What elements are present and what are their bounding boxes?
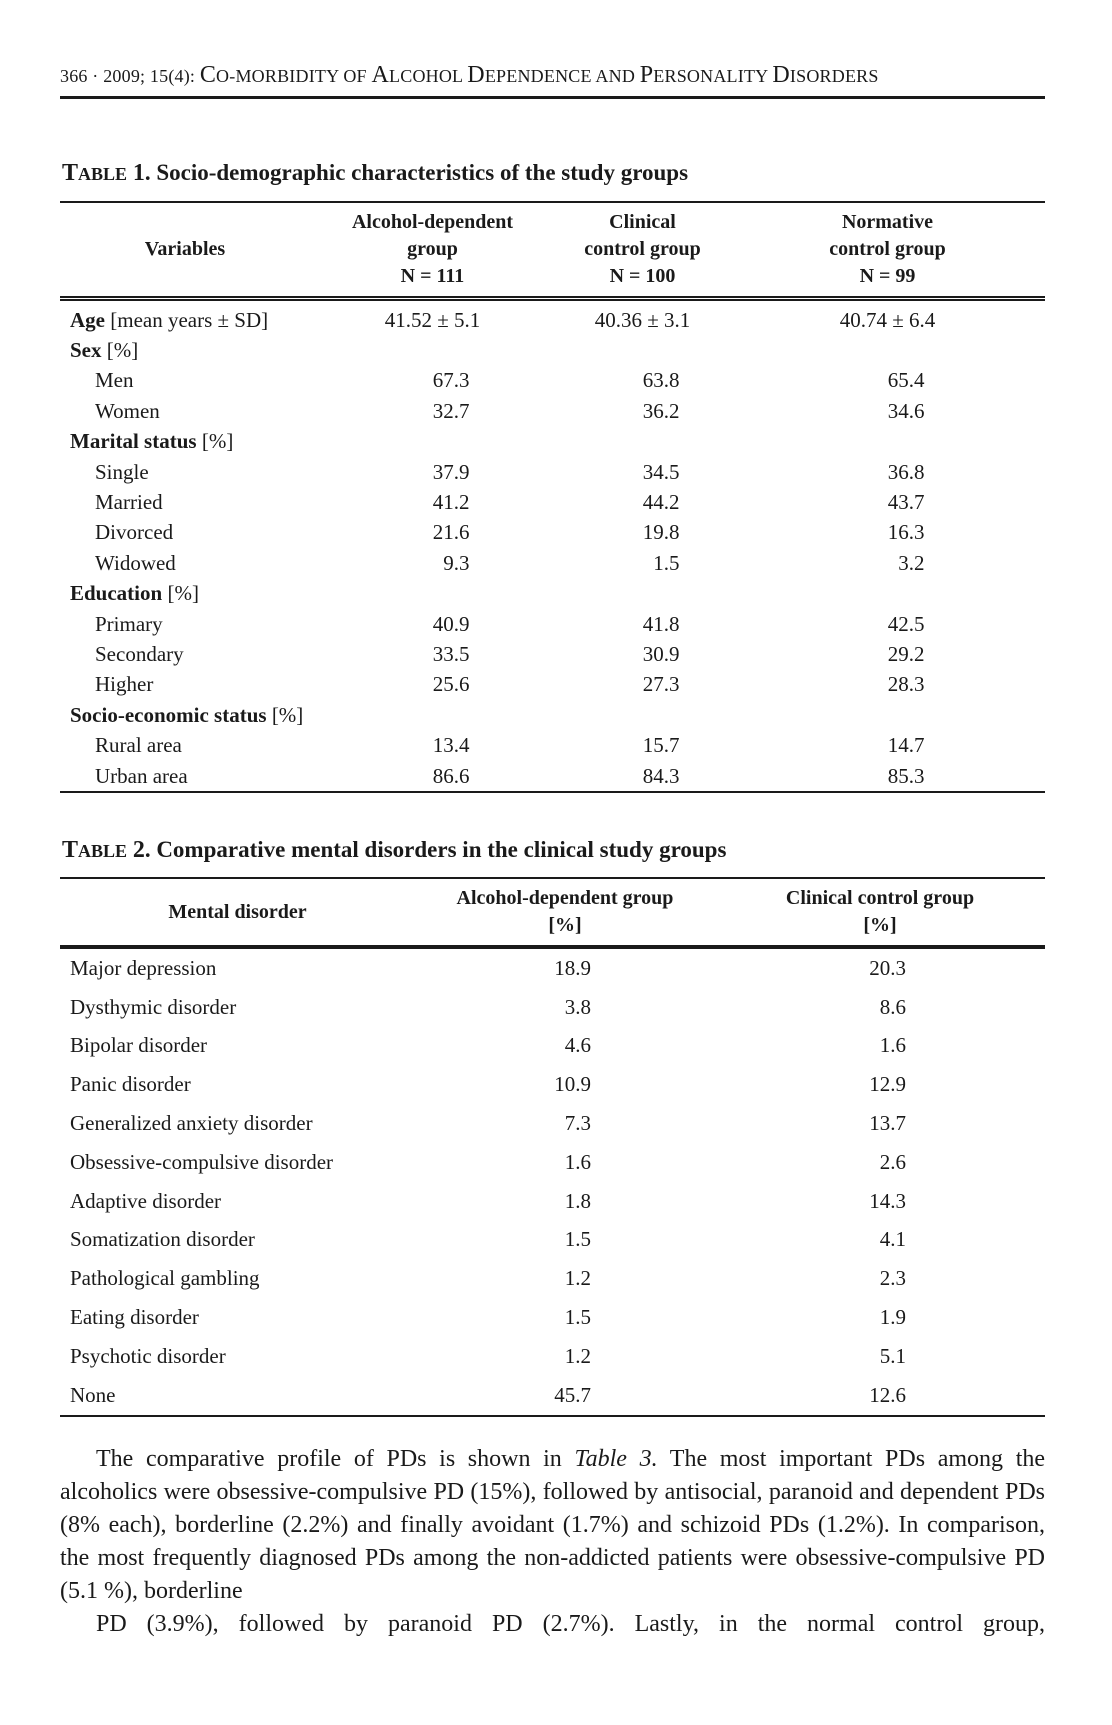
table1-cell (310, 730, 555, 760)
table1-cell (730, 609, 1045, 639)
table2-value: 4.1 (879, 1227, 906, 1252)
table1-cell (730, 761, 1045, 792)
category-unit: [%] (162, 581, 199, 606)
table1-cell (730, 427, 1045, 457)
table2-value: 7.3 (564, 1111, 591, 1136)
table2-cell (415, 1065, 715, 1104)
table1-value: 34.5 (642, 459, 680, 484)
table1-value: 21.6 (432, 520, 470, 545)
category-unit: [%] (101, 338, 139, 363)
table1-value: 42.5 (887, 611, 925, 636)
table1-row-label: Secondary (95, 641, 184, 666)
table2-cell (715, 1259, 1045, 1298)
table1-cell (555, 730, 730, 760)
table2-row-label: Somatization disorder (70, 1227, 255, 1252)
table2-cell (715, 1337, 1045, 1376)
table2-cell (415, 988, 715, 1027)
table1-row-label: Widowed (95, 550, 176, 575)
table2-label: TABLE 2. (62, 837, 151, 863)
table1-cell (555, 396, 730, 426)
table2-cell (715, 1298, 1045, 1337)
table1-value: 67.3 (432, 368, 470, 393)
table2-cell (415, 1027, 715, 1066)
category-label: Socio-economic status (70, 702, 267, 727)
table1-row-label: Rural area (95, 733, 182, 758)
table1-value: 84.3 (642, 763, 680, 788)
category-unit: [mean years ± SD] (105, 307, 269, 332)
table1-title: Socio-demographic characteristics of the study groups (156, 160, 689, 185)
table2-value: 8.6 (879, 994, 906, 1019)
table1-row (60, 730, 1045, 760)
table1-value: 40.9 (432, 611, 470, 636)
header-separator: · (87, 66, 104, 86)
table1-header-row (60, 202, 1045, 299)
table1-cell (730, 670, 1045, 700)
table2-cell (715, 1104, 1045, 1143)
table1-value: 25.6 (432, 672, 470, 697)
table1-row (60, 639, 1045, 669)
table1-col-header-1 (310, 202, 555, 299)
page-number: 366 (60, 66, 88, 86)
table1-cell (555, 427, 730, 457)
table1-row (60, 427, 1045, 457)
table1-value: 34.6 (887, 398, 925, 423)
table2-value: 12.9 (869, 1072, 906, 1097)
table1-cell (310, 427, 555, 457)
table2-value: 1.8 (564, 1188, 591, 1213)
table2-value: 5.1 (879, 1343, 906, 1368)
table2-col-header-2 (715, 878, 1045, 947)
table1-value: 40.36 ± 3.1 (594, 307, 691, 332)
table1-value: 29.2 (887, 641, 925, 666)
table2-cell (715, 1143, 1045, 1182)
table2-col-header-line: Alcohol-dependent group (456, 887, 674, 909)
table2-col-header-line: Mental disorder (168, 900, 307, 923)
table1-cell (555, 670, 730, 700)
table1-row-label (60, 700, 310, 730)
table1-cell (310, 639, 555, 669)
table2-cell (415, 1221, 715, 1260)
table1-row-label (60, 335, 310, 365)
table2-value: 1.6 (879, 1033, 906, 1058)
table2-cell (415, 1337, 715, 1376)
table1-value: 3.2 (898, 550, 925, 575)
table1-col-header-line: N = 111 (400, 265, 465, 287)
table2-cell (715, 1182, 1045, 1221)
table1-value: 41.52 ± 5.1 (384, 307, 481, 332)
table2-row-label: Panic disorder (70, 1072, 191, 1097)
table1-cell (730, 639, 1045, 669)
table2-col-header-0 (60, 878, 415, 947)
table1-col-header-line: Normative (841, 211, 934, 233)
table1-cell (555, 457, 730, 487)
table2-row-label: Bipolar disorder (70, 1033, 208, 1058)
table1-col-header-line: Clinical (609, 211, 676, 233)
table1-cell (555, 366, 730, 396)
table1-cell (310, 700, 555, 730)
journal-citation: 2009; 15(4): (103, 66, 200, 86)
table2-row (60, 1259, 1045, 1298)
table2-row-label: Eating disorder (70, 1305, 199, 1330)
table1-cell (310, 761, 555, 792)
table1-value: 9.3 (443, 550, 470, 575)
table1-cell (310, 299, 555, 336)
table2-value: 3.8 (564, 994, 591, 1019)
table2-value: 13.7 (869, 1111, 906, 1136)
category-label: Age (70, 307, 105, 332)
table1-col-header-3 (730, 202, 1045, 299)
table1-value: 41.2 (432, 490, 470, 515)
table2-row (60, 947, 1045, 988)
category-label: Marital status (70, 429, 197, 454)
table2-value: 1.2 (564, 1266, 591, 1291)
table1-cell (310, 457, 555, 487)
table1-cell (310, 609, 555, 639)
table1-value: 30.9 (642, 641, 680, 666)
category-unit: [%] (266, 702, 304, 727)
table1-value: 85.3 (887, 763, 925, 788)
table1-col-header-line: N = 99 (859, 265, 916, 287)
table1-cell (730, 700, 1045, 730)
table1-row (60, 579, 1045, 609)
table2-row (60, 1104, 1045, 1143)
table2-row (60, 1182, 1045, 1221)
table1-row (60, 366, 1045, 396)
table2-row-label: Major depression (70, 955, 217, 980)
table1-row-label: Single (95, 459, 149, 484)
table1-row-label (60, 427, 310, 457)
table2-value: 4.6 (564, 1033, 591, 1058)
table1-col-header-0 (60, 202, 310, 299)
table2-col-header-line: [%] (863, 914, 897, 936)
table3-reference: Table 3. (574, 1446, 658, 1472)
table1-cell (730, 730, 1045, 760)
table1-row (60, 761, 1045, 792)
table1-col-header-line: control group (584, 238, 701, 260)
table1-col-header-line: control group (829, 238, 946, 260)
table2-cell (715, 1221, 1045, 1260)
table1-row-label: Women (95, 398, 160, 423)
table1-cell (730, 579, 1045, 609)
table1-cell (730, 548, 1045, 578)
table1-value: 32.7 (432, 398, 470, 423)
table1-value: 36.8 (887, 459, 925, 484)
table2-cell (715, 988, 1045, 1027)
table2-row (60, 1337, 1045, 1376)
table1-cell (730, 366, 1045, 396)
table2-row (60, 1298, 1045, 1337)
table1-cell (310, 548, 555, 578)
table1-cell (555, 761, 730, 792)
table1-cell (310, 366, 555, 396)
table1-value: 41.8 (642, 611, 680, 636)
table2-caption (62, 837, 1047, 864)
table1-value: 40.74 ± 6.4 (839, 307, 936, 332)
category-unit: [%] (196, 429, 234, 454)
table2-cell (415, 1104, 715, 1143)
table1-row-label: Divorced (95, 520, 174, 545)
table2-value: 1.2 (564, 1343, 591, 1368)
table1-cell (310, 487, 555, 517)
table1-cell (555, 700, 730, 730)
table1-row-label (60, 299, 310, 336)
table1-row-label: Higher (95, 672, 154, 697)
table1-row (60, 335, 1045, 365)
table2-cell (715, 1376, 1045, 1416)
table1-cell (555, 299, 730, 336)
table1-row (60, 609, 1045, 639)
table2-col-header-line: Clinical control group (785, 887, 975, 909)
table1-row (60, 518, 1045, 548)
table1-cell (555, 548, 730, 578)
table2-value: 10.9 (554, 1072, 591, 1097)
header-rule (60, 96, 1045, 99)
table1-cell (310, 335, 555, 365)
table2-value: 45.7 (554, 1382, 591, 1407)
table2-cell (415, 947, 715, 988)
table2-value: 2.3 (879, 1266, 906, 1291)
table2-title: Comparative mental disorders in the clinical study groups (156, 837, 727, 862)
table1-col-header-2 (555, 202, 730, 299)
table1-row-label: Married (95, 490, 163, 515)
table1-row (60, 548, 1045, 578)
table1-value: 33.5 (432, 641, 470, 666)
table2-cell (415, 1143, 715, 1182)
table1-cell (310, 670, 555, 700)
table2-row-label: Dysthymic disorder (70, 994, 237, 1019)
table1-cell (730, 457, 1045, 487)
body-paragraph (60, 1443, 1045, 1641)
table2-row (60, 1065, 1045, 1104)
table2-row-label: Psychotic disorder (70, 1343, 226, 1368)
table2-col-header-1 (415, 878, 715, 947)
table2-value: 14.3 (869, 1188, 906, 1213)
table1-row (60, 457, 1045, 487)
table1-cell (555, 639, 730, 669)
table1-cell (730, 487, 1045, 517)
table2-row (60, 1221, 1045, 1260)
table1-caption (62, 160, 1047, 187)
table1-cell (310, 396, 555, 426)
table2-cell (715, 1027, 1045, 1066)
table1-row-label: Urban area (95, 763, 188, 788)
body-text-start: The comparative profile of PDs is shown in (96, 1446, 575, 1472)
table1-cell (310, 518, 555, 548)
table2-row-label: None (70, 1382, 116, 1407)
table2-row-label: Generalized anxiety disorder (70, 1111, 313, 1136)
table2-row (60, 1376, 1045, 1416)
table1-value: 37.9 (432, 459, 470, 484)
table1-row (60, 299, 1045, 336)
table2-value: 20.3 (869, 955, 906, 980)
table1-row (60, 700, 1045, 730)
table1-value: 1.5 (653, 550, 680, 575)
table2-row (60, 1027, 1045, 1066)
table2-cell (415, 1259, 715, 1298)
article-title: CO-MORBIDITY OF ALCOHOL DEPENDENCE AND PERSONALITY DISORDERS (199, 62, 879, 88)
table1-cell (730, 299, 1045, 336)
table1-col-header-line: Variables (144, 238, 226, 260)
table2-row-label: Obsessive-compulsive disorder (70, 1149, 334, 1174)
table1-col-header-line: group (407, 238, 458, 260)
table1-cell (555, 518, 730, 548)
table1-cell (730, 518, 1045, 548)
table2-value: 18.9 (554, 955, 591, 980)
body-text-last-line: PD (3.9%), followed by paranoid PD (2.7%). Lastly, in the normal control group, (96, 1611, 1045, 1637)
table1-cell (310, 579, 555, 609)
table1-col-header-line: Alcohol-dependent (351, 211, 514, 233)
table2-cell (415, 1298, 715, 1337)
table1-value: 43.7 (887, 490, 925, 515)
body-text-main: The most important PDs among the alcoholics were obsessive-compulsive PD (15%), followed by antisocial, paranoid and dependent PDs (8% each), borderline (2.2%) and finally avoidant (1.7%) and schizoid PDs (1.2%). In comparison, the most frequently diagnosed PDs among the non-addicted patients were obsessive-compulsive PD (5.1 %), borderline (60, 1446, 1046, 1604)
table1 (60, 201, 1045, 793)
table1-row (60, 396, 1045, 426)
table1-col-header-line: N = 100 (609, 265, 676, 287)
table1-value: 65.4 (887, 368, 925, 393)
running-header (60, 62, 1045, 89)
table1-value: 63.8 (642, 368, 680, 393)
table1-value: 14.7 (887, 733, 925, 758)
table2-cell (715, 947, 1045, 988)
table1-value: 28.3 (887, 672, 925, 697)
category-label: Sex (70, 338, 102, 363)
table2-value: 12.6 (869, 1382, 906, 1407)
table1-row-label: Men (95, 368, 134, 393)
table1-cell (555, 609, 730, 639)
table2 (60, 877, 1045, 1417)
table1-row (60, 487, 1045, 517)
table2-header-row (60, 878, 1045, 947)
table1-row (60, 670, 1045, 700)
table1-row-label (60, 579, 310, 609)
table1-cell (555, 487, 730, 517)
table1-value: 44.2 (642, 490, 680, 515)
table2-cell (415, 1376, 715, 1416)
table2-value: 1.6 (564, 1149, 591, 1174)
category-label: Education (70, 581, 163, 606)
table1-value: 15.7 (642, 733, 680, 758)
table1-value: 16.3 (887, 520, 925, 545)
table1-cell (555, 579, 730, 609)
table1-cell (555, 335, 730, 365)
table2-value: 2.6 (879, 1149, 906, 1174)
table2-row-label: Adaptive disorder (70, 1188, 222, 1213)
table2-value: 1.9 (879, 1305, 906, 1330)
table2-row (60, 988, 1045, 1027)
table1-row-label: Primary (95, 611, 163, 636)
table1-value: 27.3 (642, 672, 680, 697)
table2-value: 1.5 (564, 1305, 591, 1330)
table1-value: 36.2 (642, 398, 680, 423)
table2-value: 1.5 (564, 1227, 591, 1252)
table2-cell (415, 1182, 715, 1221)
table1-value: 86.6 (432, 763, 470, 788)
table1-cell (730, 335, 1045, 365)
table1-cell (730, 396, 1045, 426)
table2-row (60, 1143, 1045, 1182)
table1-value: 13.4 (432, 733, 470, 758)
table2-row-label: Pathological gambling (70, 1266, 260, 1291)
table1-value: 19.8 (642, 520, 680, 545)
table1-label: TABLE 1. (62, 160, 151, 186)
table2-col-header-line: [%] (548, 914, 582, 936)
table2-cell (715, 1065, 1045, 1104)
